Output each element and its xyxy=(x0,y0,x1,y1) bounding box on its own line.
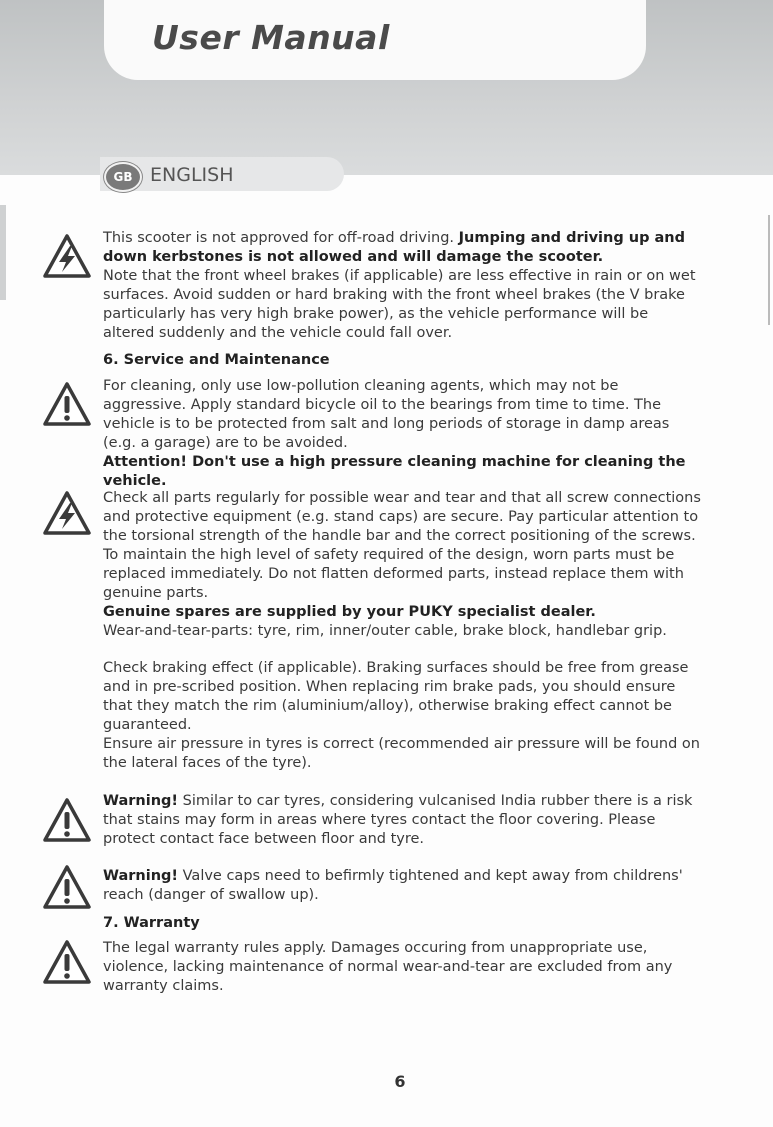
warranty-heading: 7. Warranty xyxy=(103,915,200,931)
warning1-label: Warning! xyxy=(103,793,179,809)
electric-warning-icon xyxy=(42,490,92,536)
warning-icon xyxy=(42,797,92,843)
check-wear-parts: Wear-and-tear-parts: tyre, rim, inner/outer cable, brake block, handlebar grip. xyxy=(103,623,667,639)
warning-icon xyxy=(42,381,92,427)
warning2-label: Warning! xyxy=(103,868,179,884)
service-text: For cleaning, only use low-pollution cleaning agents, which may not be aggressive. Apply standard bicycle oil to the bearings from time to time. The vehicle is to be protected from salt and long periods of storage in damp areas (e.g. a garage) are to be avoided. xyxy=(103,378,670,451)
warning2-text: Valve caps need to befirmly tightened and kept away from childrens' reach (danger of swallow up). xyxy=(103,868,683,903)
scan-edge-right xyxy=(768,215,770,325)
gb-flag-icon: GB xyxy=(104,162,142,192)
service-attention: Attention! Don't use a high pressure cleaning machine for cleaning the vehicle. xyxy=(103,454,686,489)
warning1-section xyxy=(103,792,703,849)
check-section xyxy=(103,489,703,641)
check-genuine-spares: Genuine spares are supplied by your PUKY specialist dealer. xyxy=(103,604,596,620)
intro-lead: This scooter is not approved for off-road driving. xyxy=(103,230,455,246)
electric-warning-icon xyxy=(42,233,92,279)
intro-section xyxy=(103,229,703,343)
scan-edge-left xyxy=(0,205,6,300)
service-section xyxy=(103,351,703,491)
intro-bold: Jumping and driving up and down kerbstones is not allowed and will damage the scooter. xyxy=(103,230,686,265)
language-label: ENGLISH xyxy=(150,164,234,186)
warning-icon xyxy=(42,864,92,910)
check-text: Check all parts regularly for possible wear and tear and that all screw connections and protective equipment (e.g. stand caps) are secure. Pay particular attention to the torsional strength of the handle bar and the correct positioning of the screws. To maintain the high level of safety required of the design, worn parts must be replaced immediately. Do not flatten deformed parts, instead replace them with genuine parts. xyxy=(103,490,701,601)
service-heading: 6. Service and Maintenance xyxy=(103,352,330,368)
warning-icon xyxy=(42,939,92,985)
warranty-section xyxy=(103,914,703,996)
page-title: User Manual xyxy=(152,18,390,57)
page-number: 6 xyxy=(394,1072,406,1091)
warning1-text: Similar to car tyres, considering vulcanised India rubber there is a risk that stains may form in areas where tyres contact the floor covering. Please protect contact face between floor and tyre. xyxy=(103,793,693,847)
warranty-text: The legal warranty rules apply. Damages occuring from unappropriate use, violence, lacking maintenance of normal wear-and-tear are excluded from any warranty claims. xyxy=(103,940,673,994)
air-pressure-text: Ensure air pressure in tyres is correct (recommended air pressure will be found on the lateral faces of the tyre). xyxy=(103,736,700,771)
braking-section xyxy=(103,659,703,773)
intro-text: Note that the front wheel brakes (if applicable) are less effective in rain or on wet surfaces. Avoid sudden or hard braking with the front wheel brakes (the V brake particularly has very high brake power), as the vehicle performance will be altered suddenly and the vehicle could fall over. xyxy=(103,268,696,341)
warning2-section xyxy=(103,867,703,905)
braking-text: Check braking effect (if applicable). Braking surfaces should be free from grease and in pre-scribed position. When replacing rim brake pads, you should ensure that they match the rim (aluminium/alloy), otherwise braking effect cannot be guaranteed. xyxy=(103,660,689,733)
